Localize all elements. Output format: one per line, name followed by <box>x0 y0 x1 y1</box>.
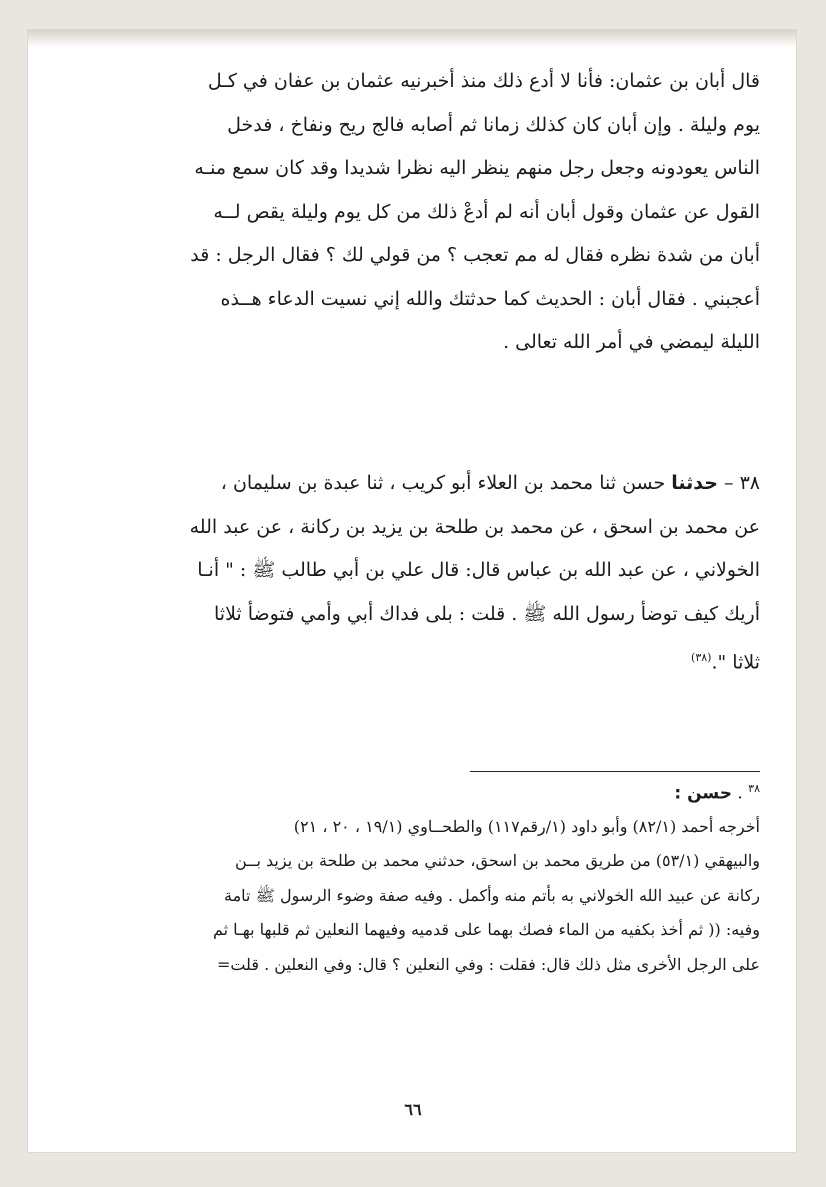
footnote-line: أخرجه أحمد (٨٢/١) وأبو داود (١/رقم١١٧) والطحــاوي (١٩/١ ، ٢٠ ، ٢١) <box>293 817 760 836</box>
footnote-divider <box>470 771 760 772</box>
hadith-number: ٣٨ – <box>724 472 760 494</box>
page-number: ٦٦ <box>404 1100 422 1119</box>
paragraph-1-line: الليلة ليمضي في أمر الله تعالى . <box>503 331 760 353</box>
hadith-line: عن محمد بن اسحق ، عن محمد بن طلحة بن يزيد بن ركانة ، عن عبد الله <box>189 515 760 538</box>
paragraph-1-line: أعجبني . فقال أبان : الحديث كما حدثتك والله إني نسيت الدعاء هــذه <box>220 287 760 310</box>
hadith-line: الخولاني ، عن عبد الله بن عباس قال: قال علي بن أبي طالب ﷺ : " أنـا <box>197 559 760 581</box>
paragraph-1-line: قال أبان بن عثمان: فأنا لا أدع ذلك منذ أخبرنيه عثمان بن عفان في كـل <box>207 70 760 92</box>
footnote-ref: (٣٨) <box>691 651 712 664</box>
hadith-last-text: ثلاثا ". <box>711 651 760 674</box>
footnote-heading: $^{٣٨}$ . حسن : <box>674 782 760 804</box>
footnote-line: وفيه: (( ثم أخذ بكفيه من الماء فصك بهما على قدميه وفيهما النعلين ثم قلبها بهـا ثم <box>212 920 760 940</box>
paragraph-1-line: أبان من شدة نظره فقال له مم تعجب ؟ من قولي لك ؟ فقال الرجل : قد <box>190 244 760 266</box>
footnote-number: ٣٨ <box>748 782 760 795</box>
paragraph-1 <box>70 60 760 365</box>
hadith-first-text: حسن ثنا محمد بن العلاء أبو كريب ، ثنا عبدة بن سليمان ، <box>220 472 666 494</box>
footnote-line: ركانة عن عبيد الله الخولاني به بأتم منه وأكمل . وفيه صفة وضوء الرسول ﷺ تامة <box>224 885 760 905</box>
hadith-first-line <box>70 462 760 506</box>
footnote-line: على الرجل الأخرى مثل ذلك قال: فقلت : وفي النعلين ؟ قال: وفي النعلين . قلت= <box>216 954 760 974</box>
paragraph-1-line: يوم وليلة . وإن أبان كان كذلك زمانا ثم أصابه فالج ريح ونفاخ ، فدخل <box>227 113 760 136</box>
hadith-38 <box>70 462 760 680</box>
paragraph-1-line: الناس يعودونه وجعل رجل منهم ينظر اليه نظرا شديدا وقد كان سمع منـه <box>194 157 760 179</box>
paragraph-1-line: القول عن عثمان وقول أبان أنه لم أدعْ ذلك من كل يوم وليلة يقص لــه <box>213 200 760 223</box>
hadith-label: حدثنا <box>671 472 718 494</box>
footnote-line: والبيهقي (٥٣/١) من طريق محمد بن اسحق، حدثني محمد بن طلحة بن يزيد بــن <box>234 851 760 871</box>
hadith-last-line <box>70 636 760 680</box>
footnote-grade: حسن : <box>674 783 732 804</box>
footnote-body <box>70 810 760 982</box>
hadith-line: أريك كيف توضأ رسول الله ﷺ . قلت : بلى فداك أبي وأمي فتوضأ ثلاثا <box>214 602 760 625</box>
